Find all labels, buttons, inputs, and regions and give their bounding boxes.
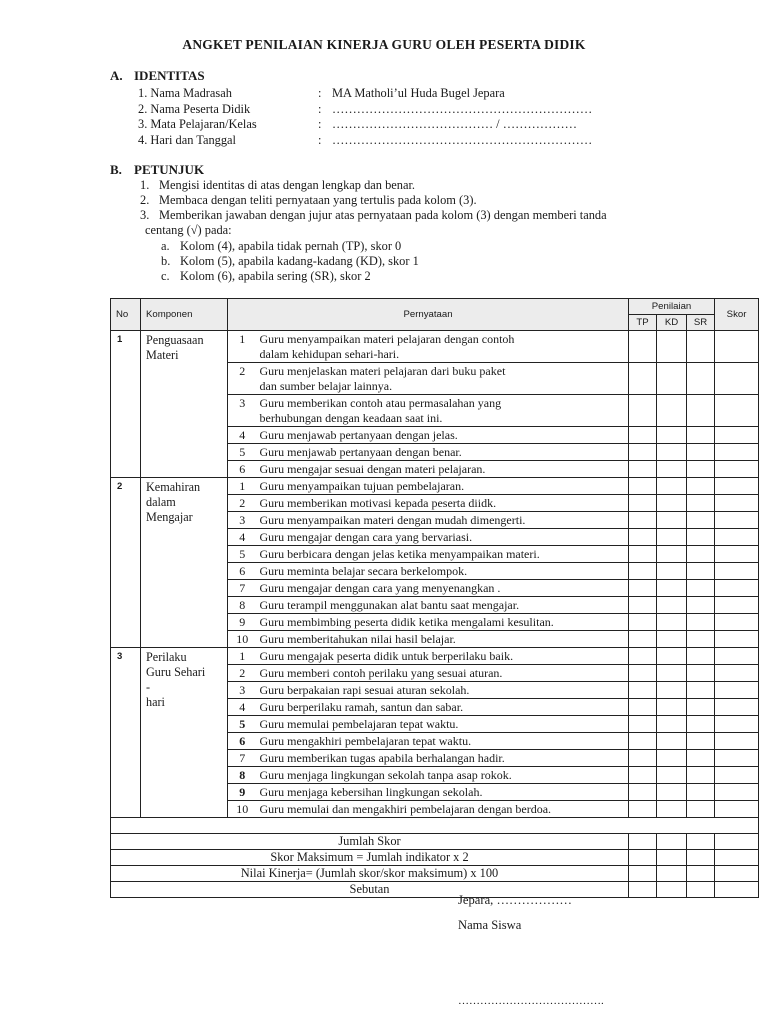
statement-text — [257, 750, 629, 767]
statement-number: 9 — [228, 614, 257, 631]
section-petunjuk-heading — [110, 162, 204, 178]
kd-checkbox-cell[interactable] — [657, 767, 687, 784]
skor-checkbox-cell[interactable] — [715, 631, 759, 648]
statement-text — [257, 580, 629, 597]
statement-text — [257, 682, 629, 699]
statement-line: Guru menjelaskan materi pelajaran dari buku paket — [259, 364, 506, 378]
kd-checkbox-cell[interactable] — [657, 733, 687, 750]
statement-line: Guru memberitahukan nilai hasil belajar. — [259, 632, 456, 646]
tp-checkbox-cell[interactable] — [629, 461, 657, 478]
kd-checkbox-cell[interactable] — [657, 597, 687, 614]
sr-checkbox-cell[interactable] — [687, 580, 715, 597]
petunjuk-number: 1. — [140, 178, 150, 192]
statement-text — [257, 563, 629, 580]
skor-checkbox-cell[interactable] — [715, 750, 759, 767]
statement-number: 1 — [228, 648, 257, 665]
sr-checkbox-cell[interactable] — [687, 631, 715, 648]
tp-checkbox-cell[interactable] — [629, 580, 657, 597]
tp-checkbox-cell[interactable] — [629, 716, 657, 733]
statement-text — [257, 801, 629, 818]
kd-checkbox-cell[interactable] — [657, 444, 687, 461]
statement-line: Guru memulai dan mengakhiri pembelajaran dengan berdoa. — [259, 802, 552, 816]
statement-text — [257, 495, 629, 512]
sr-checkbox-cell[interactable] — [687, 395, 715, 427]
statement-number: 6 — [228, 733, 257, 750]
summary-kd-cell[interactable] — [657, 866, 687, 882]
petunjuk-item — [140, 208, 607, 223]
statement-line: Guru menjaga kebersihan lingkungan sekolah. — [259, 785, 483, 799]
statement-text — [257, 444, 629, 461]
petunjuk-subitem — [161, 239, 401, 254]
statement-line: Guru terampil menggunakan alat bantu saat mengajar. — [259, 598, 520, 612]
statement-number: 4 — [228, 427, 257, 444]
statement-line: Guru menjawab pertanyaan dengan benar. — [259, 445, 462, 459]
section-letter: A. — [110, 68, 123, 83]
sr-checkbox-cell[interactable] — [687, 563, 715, 580]
summary-kd-cell[interactable] — [657, 834, 687, 850]
component-name-line: Perilaku — [146, 650, 187, 664]
petunjuk-number: 3. — [140, 208, 150, 222]
section-identitas-heading — [110, 68, 205, 84]
statement-number: 5 — [228, 716, 257, 733]
sr-checkbox-cell[interactable] — [687, 478, 715, 495]
statement-line: Guru mengakhiri pembelajaran tepat waktu. — [259, 734, 472, 748]
statement-number: 5 — [228, 444, 257, 461]
identitas-label: 2. Nama Peserta Didik — [138, 102, 251, 116]
sr-checkbox-cell[interactable] — [687, 801, 715, 818]
petunjuk-subitem-text: Kolom (5), apabila kadang-kadang (KD), skor 1 — [180, 254, 419, 268]
tp-checkbox-cell[interactable] — [629, 478, 657, 495]
statement-text — [257, 478, 629, 495]
statement-number: 4 — [228, 529, 257, 546]
kd-checkbox-cell[interactable] — [657, 580, 687, 597]
identitas-row-peserta — [138, 101, 592, 117]
identitas-value[interactable]: ………………………………… / ……………… — [332, 117, 578, 131]
statement-line: Guru mengajak peserta didik untuk berperilaku baik. — [259, 649, 514, 663]
summary-tp-cell[interactable] — [629, 834, 657, 850]
section-title: IDENTITAS — [134, 68, 205, 83]
petunjuk-subitem-letter: b. — [161, 254, 171, 268]
statement-number: 2 — [228, 495, 257, 512]
identitas-label: 4. Hari dan Tanggal — [138, 133, 236, 147]
tp-checkbox-cell[interactable] — [629, 597, 657, 614]
statement-text — [257, 716, 629, 733]
sr-checkbox-cell[interactable] — [687, 546, 715, 563]
header-skor: Skor — [715, 299, 759, 331]
petunjuk-item — [140, 193, 477, 208]
identitas-value[interactable]: ……………………………………………………… — [332, 102, 593, 116]
summary-row — [111, 834, 759, 850]
statement-line: dan sumber belajar lainnya. — [259, 379, 393, 393]
skor-checkbox-cell[interactable] — [715, 495, 759, 512]
component-name-line: hari — [146, 695, 165, 709]
component-name-line: Penguasaan — [146, 333, 204, 347]
summary-kd-cell[interactable] — [657, 882, 687, 898]
skor-checkbox-cell[interactable] — [715, 563, 759, 580]
statement-text — [257, 733, 629, 750]
kd-checkbox-cell[interactable] — [657, 512, 687, 529]
sr-checkbox-cell[interactable] — [687, 682, 715, 699]
sr-checkbox-cell[interactable] — [687, 665, 715, 682]
skor-checkbox-cell[interactable] — [715, 614, 759, 631]
tp-checkbox-cell[interactable] — [629, 614, 657, 631]
summary-row — [111, 866, 759, 882]
component-name-line: Mengajar — [146, 510, 193, 524]
header-no: No — [111, 299, 141, 331]
statement-text — [257, 427, 629, 444]
summary-sr-cell[interactable] — [687, 834, 715, 850]
kd-checkbox-cell[interactable] — [657, 682, 687, 699]
statement-line: Guru berpakaian rapi sesuai aturan sekolah. — [259, 683, 470, 697]
skor-checkbox-cell[interactable] — [715, 580, 759, 597]
statement-number: 2 — [228, 665, 257, 682]
kd-checkbox-cell[interactable] — [657, 784, 687, 801]
component-name — [141, 331, 228, 478]
summary-skor-maksimum: Skor Maksimum = Jumlah indikator x 2 — [111, 850, 629, 866]
sr-checkbox-cell[interactable] — [687, 461, 715, 478]
header-penilaian: Penilaian — [629, 299, 715, 315]
statement-text — [257, 529, 629, 546]
tp-checkbox-cell[interactable] — [629, 784, 657, 801]
tp-checkbox-cell[interactable] — [629, 665, 657, 682]
tp-checkbox-cell[interactable] — [629, 682, 657, 699]
skor-checkbox-cell[interactable] — [715, 648, 759, 665]
statement-number: 10 — [228, 631, 257, 648]
skor-checkbox-cell[interactable] — [715, 363, 759, 395]
skor-checkbox-cell[interactable] — [715, 444, 759, 461]
component-number: 3 — [111, 648, 141, 818]
skor-checkbox-cell[interactable] — [715, 801, 759, 818]
component-name-line: Materi — [146, 348, 179, 362]
statement-text — [257, 614, 629, 631]
sr-checkbox-cell[interactable] — [687, 784, 715, 801]
skor-checkbox-cell[interactable] — [715, 461, 759, 478]
tp-checkbox-cell[interactable] — [629, 801, 657, 818]
skor-checkbox-cell[interactable] — [715, 784, 759, 801]
sr-checkbox-cell[interactable] — [687, 331, 715, 363]
statement-number: 10 — [228, 801, 257, 818]
tp-checkbox-cell[interactable] — [629, 395, 657, 427]
header-komponen: Komponen — [141, 299, 228, 331]
header-kd: KD — [657, 315, 687, 331]
statement-number: 3 — [228, 512, 257, 529]
spacer-cell — [111, 818, 759, 834]
summary-skor-cell[interactable] — [715, 866, 759, 882]
identitas-colon: : — [318, 102, 322, 116]
tp-checkbox-cell[interactable] — [629, 512, 657, 529]
statement-line: Guru menyampaikan materi dengan mudah dimengerti. — [259, 513, 526, 527]
summary-sr-cell[interactable] — [687, 850, 715, 866]
skor-checkbox-cell[interactable] — [715, 427, 759, 444]
statement-text — [257, 461, 629, 478]
page-title: ANGKET PENILAIAN KINERJA GURU OLEH PESERTA DIDIK — [182, 37, 586, 52]
table-row — [111, 331, 759, 363]
petunjuk-text-continued: centang (√) pada: — [145, 223, 232, 237]
kd-checkbox-cell[interactable] — [657, 801, 687, 818]
statement-number: 3 — [228, 395, 257, 427]
kd-checkbox-cell[interactable] — [657, 495, 687, 512]
identitas-row-madrasah — [138, 85, 505, 101]
tp-checkbox-cell[interactable] — [629, 733, 657, 750]
summary-skor-cell[interactable] — [715, 882, 759, 898]
statement-line: Guru membimbing peserta didik ketika mengalami kesulitan. — [259, 615, 554, 629]
statement-text — [257, 784, 629, 801]
statement-line: Guru mengajar dengan cara yang menyenangkan . — [259, 581, 501, 595]
tp-checkbox-cell[interactable] — [629, 750, 657, 767]
identitas-colon: : — [318, 133, 322, 147]
header-tp: TP — [629, 315, 657, 331]
kd-checkbox-cell[interactable] — [657, 614, 687, 631]
statement-number: 7 — [228, 750, 257, 767]
statement-text — [257, 767, 629, 784]
identitas-row-hari — [138, 132, 592, 148]
skor-checkbox-cell[interactable] — [715, 699, 759, 716]
petunjuk-subitem-text: Kolom (4), apabila tidak pernah (TP), skor 0 — [180, 239, 402, 253]
statement-line: Guru menyampaikan materi pelajaran dengan contoh — [259, 332, 515, 346]
sr-checkbox-cell[interactable] — [687, 427, 715, 444]
statement-text — [257, 363, 629, 395]
summary-skor-cell[interactable] — [715, 850, 759, 866]
kd-checkbox-cell[interactable] — [657, 699, 687, 716]
kd-checkbox-cell[interactable] — [657, 648, 687, 665]
summary-tp-cell[interactable] — [629, 850, 657, 866]
statement-number: 8 — [228, 597, 257, 614]
statement-text — [257, 546, 629, 563]
summary-nilai-kinerja: Nilai Kinerja= (Jumlah skor/skor maksimum) x 100 — [111, 866, 629, 882]
component-number: 1 — [111, 331, 141, 478]
statement-line: Guru memberikan contoh atau permasalahan yang — [259, 396, 502, 410]
statement-line: Guru memberikan motivasi kepada peserta diidk. — [259, 496, 497, 510]
tp-checkbox-cell[interactable] — [629, 427, 657, 444]
kd-checkbox-cell[interactable] — [657, 331, 687, 363]
tp-checkbox-cell[interactable] — [629, 563, 657, 580]
statement-line: Guru memberikan tugas apabila berhalangan hadir. — [259, 751, 505, 765]
identitas-row-mapel — [138, 116, 577, 132]
identitas-value: MA Matholi’ul Huda Bugel Jepara — [332, 86, 505, 100]
summary-row — [111, 850, 759, 866]
summary-sr-cell[interactable] — [687, 882, 715, 898]
kd-checkbox-cell[interactable] — [657, 563, 687, 580]
statement-line: Guru memulai pembelajaran tepat waktu. — [259, 717, 459, 731]
statement-text — [257, 665, 629, 682]
skor-checkbox-cell[interactable] — [715, 597, 759, 614]
statement-number: 8 — [228, 767, 257, 784]
petunjuk-number: 2. — [140, 193, 150, 207]
sr-checkbox-cell[interactable] — [687, 597, 715, 614]
sr-checkbox-cell[interactable] — [687, 750, 715, 767]
kd-checkbox-cell[interactable] — [657, 546, 687, 563]
statement-line: Guru menjawab pertanyaan dengan jelas. — [259, 428, 458, 442]
skor-checkbox-cell[interactable] — [715, 733, 759, 750]
petunjuk-subitem — [161, 269, 371, 284]
table-row — [111, 648, 759, 665]
statement-number: 2 — [228, 363, 257, 395]
statement-number: 1 — [228, 478, 257, 495]
skor-checkbox-cell[interactable] — [715, 512, 759, 529]
component-name-line: - — [146, 680, 151, 694]
component-name — [141, 648, 228, 818]
kd-checkbox-cell[interactable] — [657, 631, 687, 648]
sr-checkbox-cell[interactable] — [687, 648, 715, 665]
statement-line: Guru mengajar sesuai dengan materi pelajaran. — [259, 462, 486, 476]
summary-tp-cell[interactable] — [629, 866, 657, 882]
statement-line: Guru berperilaku ramah, santun dan sabar. — [259, 700, 464, 714]
skor-checkbox-cell[interactable] — [715, 529, 759, 546]
skor-checkbox-cell[interactable] — [715, 395, 759, 427]
sr-checkbox-cell[interactable] — [687, 614, 715, 631]
identitas-colon: : — [318, 86, 322, 100]
summary-kd-cell[interactable] — [657, 850, 687, 866]
statement-line: Guru berbicara dengan jelas ketika menyampaikan materi. — [259, 547, 540, 561]
statement-text — [257, 395, 629, 427]
tp-checkbox-cell[interactable] — [629, 546, 657, 563]
tp-checkbox-cell[interactable] — [629, 699, 657, 716]
petunjuk-item — [140, 178, 415, 193]
summary-sebutan: Sebutan — [111, 882, 629, 898]
identitas-label: 3. Mata Pelajaran/Kelas — [138, 117, 257, 131]
header-sr: SR — [687, 315, 715, 331]
skor-checkbox-cell[interactable] — [715, 665, 759, 682]
statement-line: Guru memberi contoh perilaku yang sesuai aturan. — [259, 666, 503, 680]
skor-checkbox-cell[interactable] — [715, 682, 759, 699]
skor-checkbox-cell[interactable] — [715, 767, 759, 784]
table-spacer-row — [111, 818, 759, 834]
statement-text — [257, 512, 629, 529]
statement-number: 3 — [228, 682, 257, 699]
skor-checkbox-cell[interactable] — [715, 546, 759, 563]
kd-checkbox-cell[interactable] — [657, 461, 687, 478]
tp-checkbox-cell[interactable] — [629, 648, 657, 665]
header-pernyataan: Pernyataan — [228, 299, 629, 331]
kd-checkbox-cell[interactable] — [657, 478, 687, 495]
summary-tp-cell[interactable] — [629, 882, 657, 898]
section-letter: B. — [110, 162, 122, 177]
petunjuk-text: Mengisi identitas di atas dengan lengkap dan benar. — [159, 178, 416, 192]
tp-checkbox-cell[interactable] — [629, 529, 657, 546]
statement-text — [257, 597, 629, 614]
table-row — [111, 478, 759, 495]
table-header-row — [111, 299, 759, 315]
sr-checkbox-cell[interactable] — [687, 767, 715, 784]
statement-number: 6 — [228, 563, 257, 580]
summary-row — [111, 882, 759, 898]
tp-checkbox-cell[interactable] — [629, 495, 657, 512]
petunjuk-subitem-text: Kolom (6), apabila sering (SR), skor 2 — [180, 269, 371, 283]
statement-line: berhubungan dengan keadaan saat ini. — [259, 411, 443, 425]
summary-sr-cell[interactable] — [687, 866, 715, 882]
petunjuk-subitem-letter: c. — [161, 269, 170, 283]
kd-checkbox-cell[interactable] — [657, 395, 687, 427]
signature-place-date: Jepara, ……………… — [458, 893, 573, 907]
tp-checkbox-cell[interactable] — [629, 363, 657, 395]
skor-checkbox-cell[interactable] — [715, 716, 759, 733]
kd-checkbox-cell[interactable] — [657, 750, 687, 767]
skor-checkbox-cell[interactable] — [715, 331, 759, 363]
tp-checkbox-cell[interactable] — [629, 631, 657, 648]
kd-checkbox-cell[interactable] — [657, 665, 687, 682]
kd-checkbox-cell[interactable] — [657, 529, 687, 546]
petunjuk-subitem — [161, 254, 419, 269]
signature-name-line: …………………………………. — [458, 995, 604, 1007]
identitas-label: 1. Nama Madrasah — [138, 86, 232, 100]
tp-checkbox-cell[interactable] — [629, 331, 657, 363]
statement-number: 4 — [228, 699, 257, 716]
component-name-line: Kemahiran — [146, 480, 201, 494]
sr-checkbox-cell[interactable] — [687, 363, 715, 395]
component-number: 2 — [111, 478, 141, 648]
identitas-colon: : — [318, 117, 322, 131]
summary-skor-cell[interactable] — [715, 834, 759, 850]
statement-number: 1 — [228, 331, 257, 363]
petunjuk-text: Membaca dengan teliti pernyataan yang tertulis pada kolom (3). — [159, 193, 477, 207]
statement-text — [257, 699, 629, 716]
sr-checkbox-cell[interactable] — [687, 444, 715, 461]
skor-checkbox-cell[interactable] — [715, 478, 759, 495]
statement-line: Guru menjaga lingkungan sekolah tanpa asap rokok. — [259, 768, 512, 782]
petunjuk-subitem-letter: a. — [161, 239, 170, 253]
statement-number: 6 — [228, 461, 257, 478]
statement-text — [257, 631, 629, 648]
statement-number: 5 — [228, 546, 257, 563]
kd-checkbox-cell[interactable] — [657, 427, 687, 444]
statement-text — [257, 331, 629, 363]
statement-line: dalam kehidupan sehari-hari. — [259, 347, 400, 361]
sr-checkbox-cell[interactable] — [687, 529, 715, 546]
summary-jumlah-skor: Jumlah Skor — [111, 834, 629, 850]
identitas-value[interactable]: ……………………………………………………… — [332, 133, 593, 147]
signature-role: Nama Siswa — [458, 918, 522, 932]
component-name-line: dalam — [146, 495, 176, 509]
statement-text — [257, 648, 629, 665]
tp-checkbox-cell[interactable] — [629, 767, 657, 784]
petunjuk-text: Memberikan jawaban dengan jujur atas pernyataan pada kolom (3) dengan memberi tanda — [159, 208, 607, 222]
statement-line: Guru meminta belajar secara berkelompok. — [259, 564, 468, 578]
assessment-table — [110, 298, 759, 898]
sr-checkbox-cell[interactable] — [687, 733, 715, 750]
kd-checkbox-cell[interactable] — [657, 716, 687, 733]
statement-line: Guru menyampaikan tujuan pembelajaran. — [259, 479, 465, 493]
statement-line: Guru mengajar dengan cara yang bervariasi. — [259, 530, 473, 544]
sr-checkbox-cell[interactable] — [687, 512, 715, 529]
sr-checkbox-cell[interactable] — [687, 495, 715, 512]
sr-checkbox-cell[interactable] — [687, 699, 715, 716]
statement-number: 9 — [228, 784, 257, 801]
component-name — [141, 478, 228, 648]
component-name-line: Guru Sehari — [146, 665, 206, 679]
section-title: PETUNJUK — [134, 162, 205, 177]
kd-checkbox-cell[interactable] — [657, 363, 687, 395]
tp-checkbox-cell[interactable] — [629, 444, 657, 461]
sr-checkbox-cell[interactable] — [687, 716, 715, 733]
statement-number: 7 — [228, 580, 257, 597]
